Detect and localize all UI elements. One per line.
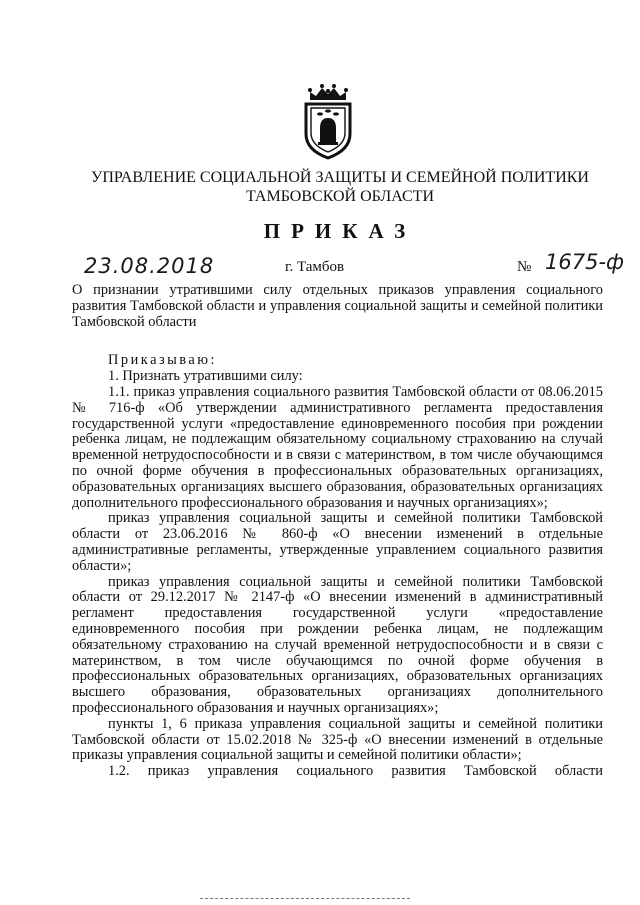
paragraph-order-2147: приказ управления социальной защиты и семейной политики Тамбовской области от 29.12.2017 № 2147-ф «О внесении изменений в административный регламент предоставления государственной услуги «предоставление единовременного пособия при рождении ребенка лицам, не подлежащим обязательному страхованию на случай временной нетрудоспособности и в связи с материнством, в том числе обучающимся по очной форме обучения в профессиональных образовательных организациях, образовательных организациях высшего образования, образовательных организациях дополнительного профессионального образования и научных организациях»; xyxy=(72,573,603,716)
paragraph-order-860: приказ управления социальной защиты и семейной политики Тамбовской области от 23.06.2016 № 860-ф «О внесении изменений в отдельные административные регламенты, утвержденные управлением социального развития области»; xyxy=(72,510,603,574)
handwritten-order-number: 1675-ф xyxy=(545,250,624,274)
paragraph-order-325: пункты 1, 6 приказа управления социальной защиты и семейной политики Тамбовской области от 15.02.2018 № 325-ф «О внесении изменений в отдельные приказы управления социальной защиты и семейной политики области»; xyxy=(72,715,603,764)
organization-name-line1: УПРАВЛЕНИЕ СОЦИАЛЬНОЙ ЗАЩИТЫ И СЕМЕЙНОЙ ПОЛИТИКИ xyxy=(91,169,589,186)
paragraph-1-2: 1.2. приказ управления социального развития Тамбовской области xyxy=(108,763,603,780)
handwritten-date: 23.08.2018 xyxy=(84,254,215,278)
order-preamble: Приказываю: xyxy=(108,352,218,369)
number-sign: № xyxy=(517,259,532,275)
coat-of-arms-icon xyxy=(296,80,360,160)
scan-artifact-line xyxy=(200,898,410,900)
document-type-title: ПРИКАЗ xyxy=(263,219,417,243)
paragraph-1: 1. Признать утратившими силу: xyxy=(108,368,303,385)
document-body xyxy=(72,283,603,780)
order-subject: О признании утратившими силу отдельных приказов управления социального развития Тамбовской области и управления социальной защиты и семейной политики Тамбовской области xyxy=(72,282,603,330)
city-label: г. Тамбов xyxy=(285,259,345,275)
paragraph-1-1: 1.1. приказ управления социального развития Тамбовской области от 08.06.2015 № 716-ф «Об утверждении административного регламента предоставления государственной услуги «предоставление единовременного пособия при рождении ребенка лицам, не подлежащим обязательному социальному страхованию на случай временной нетрудоспособности и в связи с материнством, в том числе обучающимся по очной форме обучения в профессиональных образовательных организациях, образовательных организациях высшего образования, образовательных организациях дополнительного профессионального образования и научных организациях»; xyxy=(72,383,603,511)
organization-name-line2: ТАМБОВСКОЙ ОБЛАСТИ xyxy=(245,188,435,205)
